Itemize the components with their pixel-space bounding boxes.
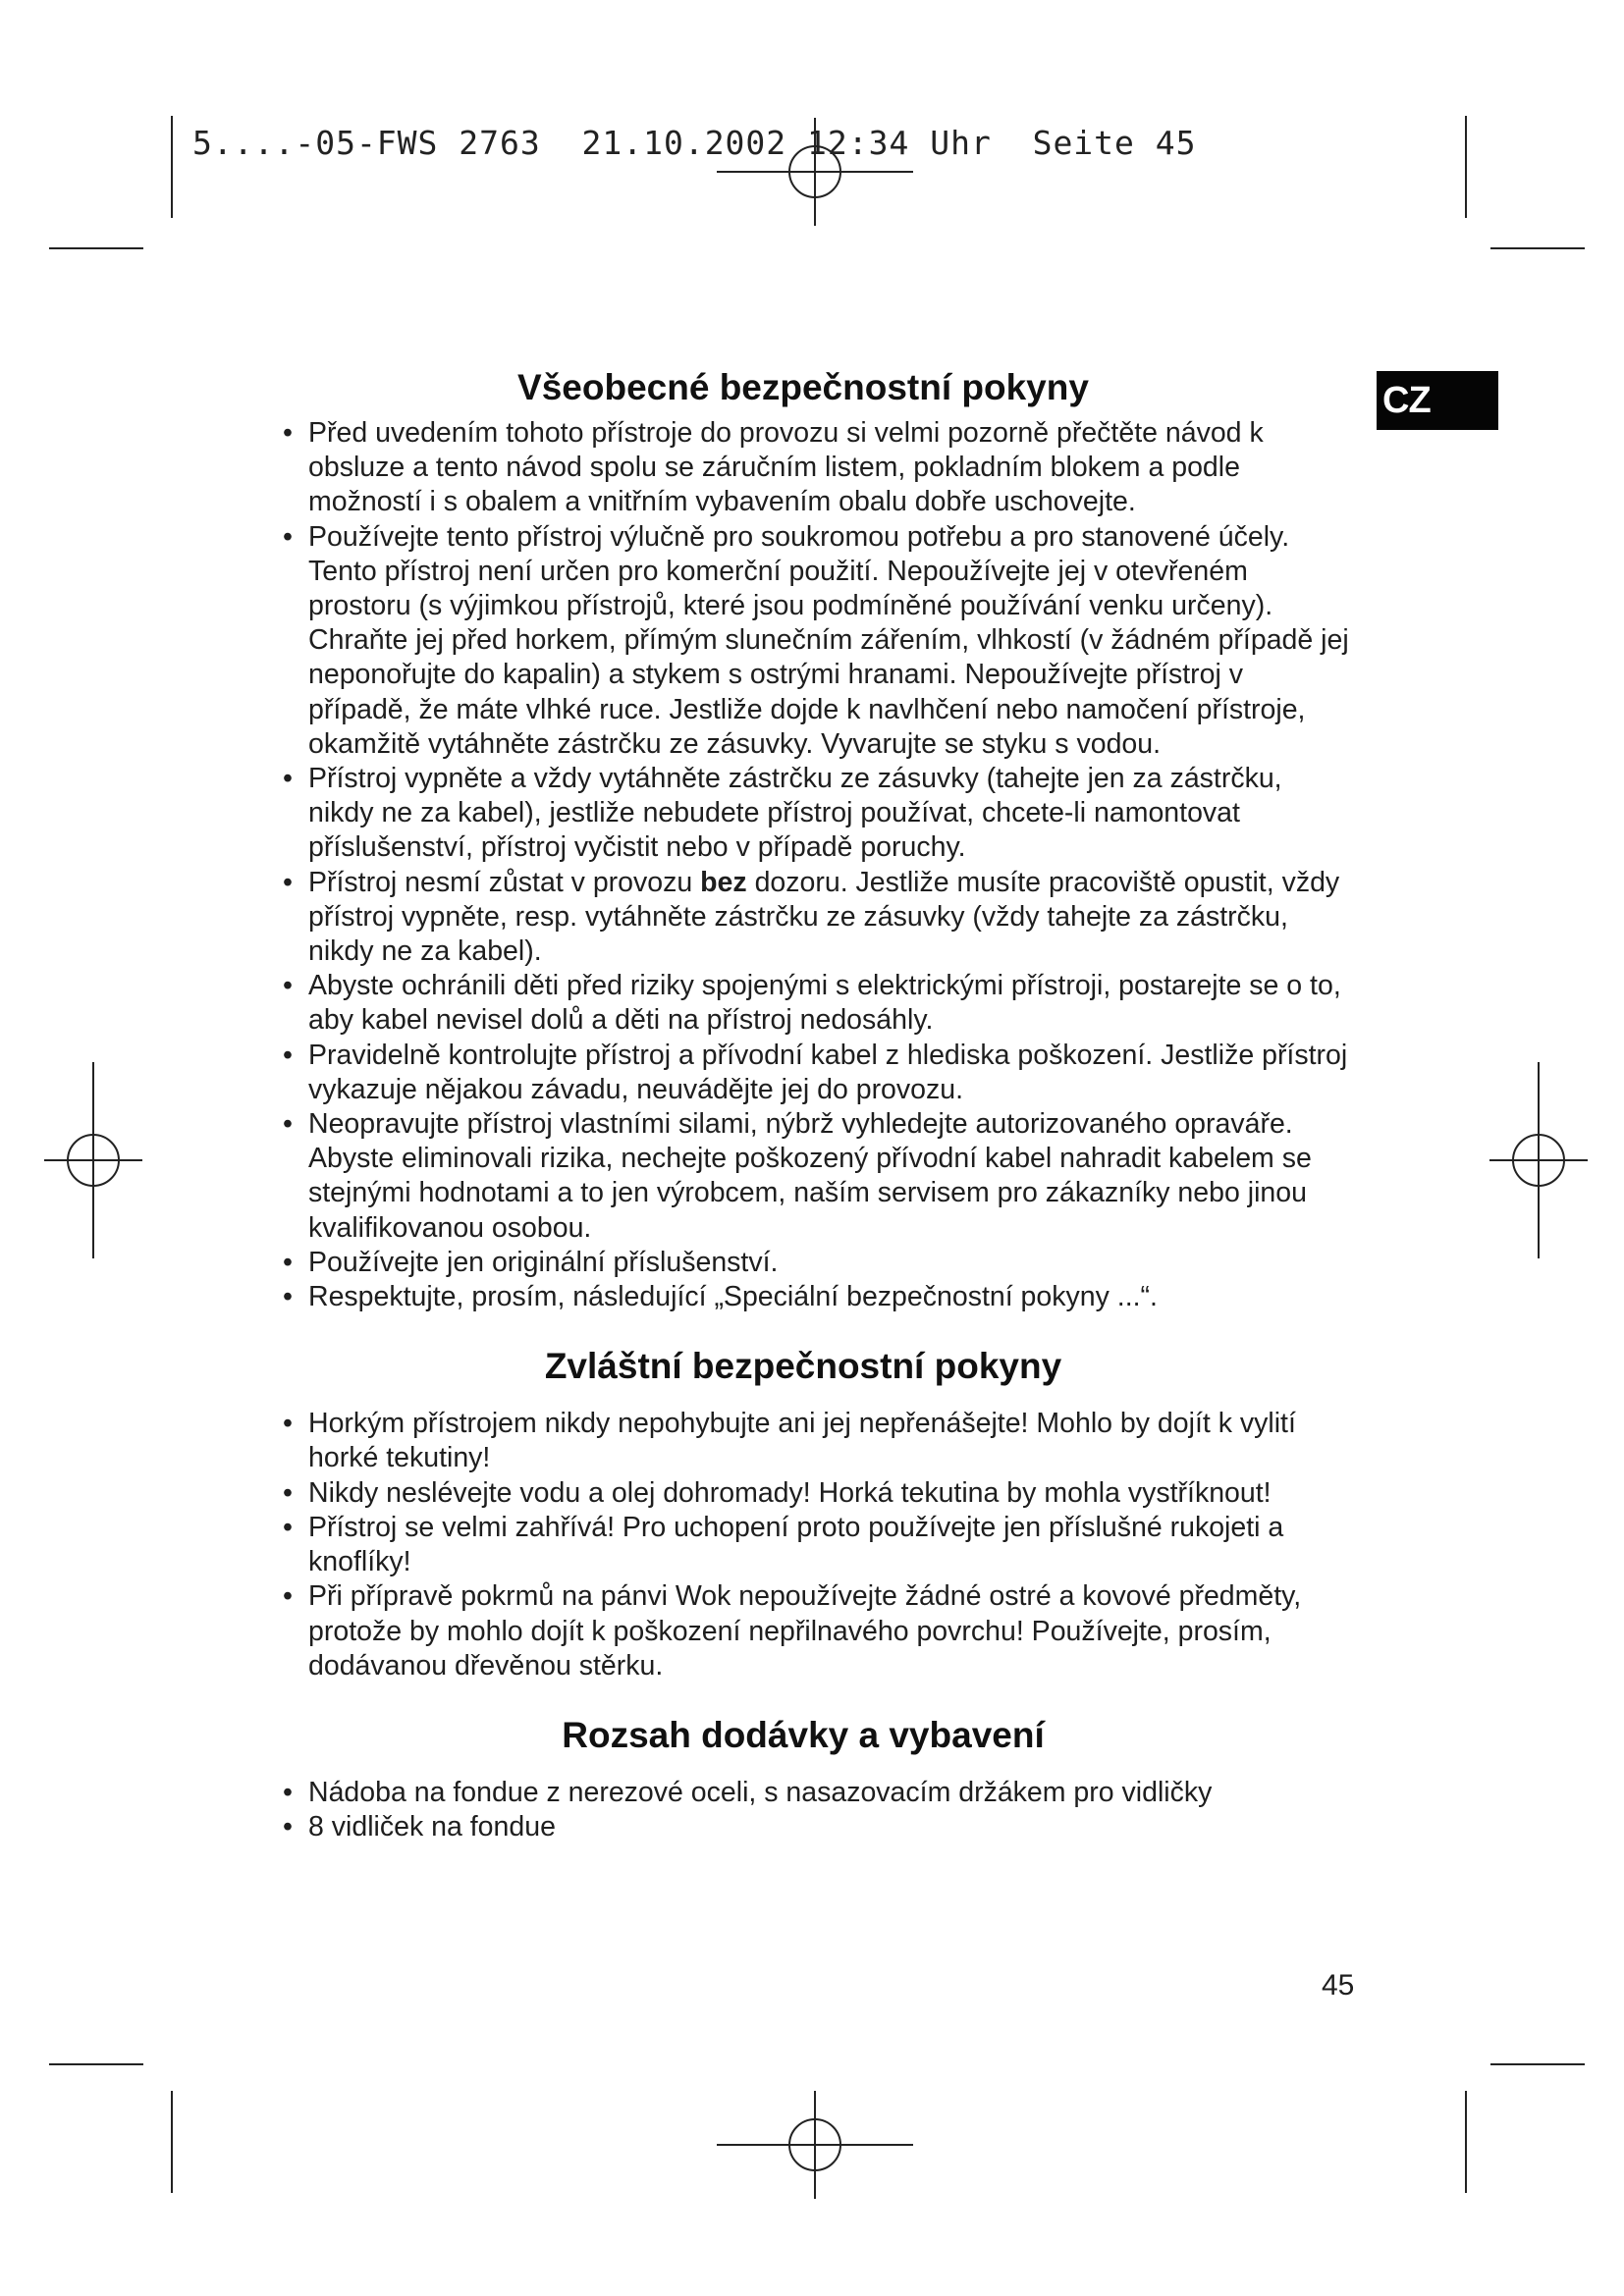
bullet-icon: • xyxy=(283,1776,293,1808)
list-item-text: Pravidelně kontrolujte přístroj a přívodní kabel z hlediska poškození. Jestliže přístroj vykazuje nějakou závadu, neuvádějte jej do provozu. xyxy=(308,1039,1348,1105)
bullet-icon: • xyxy=(283,417,293,449)
print-slug: 5....-05-FWS 2763 21.10.2002 12:34 Uhr Seite 45 xyxy=(192,124,1197,162)
bullet-icon: • xyxy=(283,1108,293,1141)
list-item-text-end: dozoru. Jestliže musíte pracoviště opustit, vždy přístroj vypněte, resp. vytáhněte zástrčku ze zásuvky (vždy tahejte za zástrčku, nikdy ne za kabel). xyxy=(308,866,1340,968)
bullet-icon: • xyxy=(283,970,293,1002)
language-tab: CZ xyxy=(1377,371,1498,430)
registration-mark-left xyxy=(39,1052,147,1268)
list-item-text: Horkým přístrojem nikdy nepohybujte ani jej nepřenášejte! Mohlo by dojít k vylití horké tekutiny! xyxy=(308,1408,1296,1474)
list-item xyxy=(253,1280,1353,1314)
list-item xyxy=(253,416,1353,520)
list-item-text: Respektujte, prosím, následující „Speciální bezpečnostní pokyny ...“. xyxy=(308,1281,1158,1313)
bullet-icon: • xyxy=(283,520,293,553)
bullet-icon: • xyxy=(283,1281,293,1313)
section-title-general-safety: Všeobecné bezpečnostní pokyny xyxy=(517,367,1089,407)
list-item xyxy=(253,1579,1353,1683)
crop-mark-bottom-left-vertical xyxy=(171,2091,173,2193)
page-number: 45 xyxy=(1322,1969,1355,2002)
list-item-text: Abyste ochránili děti před riziky spojenými s elektrickými přístroji, postarejte se o to, aby kabel nevisel dolů a děti na přístroj nedosáhly. xyxy=(308,970,1341,1037)
bullet-icon: • xyxy=(283,1580,293,1613)
emphasis-bez: bez xyxy=(700,866,747,898)
crop-mark-bottom-left-horizontal xyxy=(49,2063,143,2065)
list-item-text: Při přípravě pokrmů na pánvi Wok nepoužívejte žádné ostré a kovové předměty, protože by mohlo dojít k poškození nepřilnavého povrchu! Používejte, prosím, dodávanou dřevěnou stěrku. xyxy=(308,1580,1302,1682)
list-item-text: Neopravujte přístroj vlastními silami, nýbrž vyhledejte autorizovaného opraváře. Abyste eliminovali rizika, nechejte poškozený přívodní kabel nahradit kabelem se stejnými hodnotami a to jen výrobcem, naším servisem pro zákazníky nebo jinou kvalifikovanou osobou. xyxy=(308,1108,1312,1244)
section-title-scope-of-delivery: Rozsah dodávky a vybavení xyxy=(562,1714,1045,1755)
list-item-text: Používejte tento přístroj výlučně pro soukromou potřebu a pro stanovené účely. Tento přístroj není určen pro komerční použití. Nepoužívejte jej v otevřeném prostoru (s výjimkou přístrojů, které jsou podmíněné používání venku určeny). Chraňte jej před horkem, přímým slunečním zářením, vlhkostí (v žádném případě jej neponořujte do kapalin) a stykem s ostrými hranami. Nepoužívejte přístroj v případě, že máte vlhké ruce. Jestliže dojde k navlhčení nebo namočení přístroje, okamžitě vytáhněte zástrčku ze zásuvky. Vyvarujte se styku s vodou. xyxy=(308,520,1349,760)
list-item-text: 8 vidliček na fondue xyxy=(308,1811,556,1843)
crop-mark-top-right-horizontal xyxy=(1490,247,1585,249)
list-item-text: Nádoba na fondue z nerezové oceli, s nasazovacím držákem pro vidličky xyxy=(308,1776,1213,1808)
general-safety-list xyxy=(253,416,1353,1314)
bullet-icon: • xyxy=(283,1408,293,1440)
crop-mark-top-right-vertical xyxy=(1465,116,1467,218)
list-item-text: Přístroj vypněte a vždy vytáhněte zástrčku ze zásuvky (tahejte jen za zástrčku, nikdy ne za kabel), jestliže nebudete přístroj používat, chcete-li namontovat příslušenství, přístroj vyčistit nebo v případě poruchy. xyxy=(308,763,1282,864)
list-item-text-start: Přístroj nesmí zůstat v provozu xyxy=(308,866,701,898)
bullet-icon: • xyxy=(283,1811,293,1843)
list-item xyxy=(253,1246,1353,1280)
list-item xyxy=(253,1511,1353,1579)
bullet-icon: • xyxy=(283,866,293,898)
bullet-icon: • xyxy=(283,1039,293,1071)
list-item xyxy=(253,762,1353,866)
crop-mark-bottom-right-horizontal xyxy=(1490,2063,1585,2065)
list-item xyxy=(253,866,1353,970)
list-item-text: Přístroj se velmi zahřívá! Pro uchopení proto používejte jen příslušné rukojeti a knoflíky! xyxy=(308,1511,1284,1578)
list-item xyxy=(253,520,1353,762)
bullet-icon: • xyxy=(283,1246,293,1278)
bullet-icon: • xyxy=(283,1511,293,1543)
special-safety-list xyxy=(253,1407,1353,1683)
list-item xyxy=(253,1776,1353,1810)
crop-mark-bottom-right-vertical xyxy=(1465,2091,1467,2193)
registration-mark-bottom xyxy=(707,2091,923,2199)
list-item-text: Před uvedením tohoto přístroje do provozu si velmi pozorně přečtěte návod k obsluze a tento návod spolu se záručním listem, pokladním blokem a podle možností i s obalem a vnitřním vybavením obalu dobře uschovejte. xyxy=(308,417,1264,518)
crop-mark-top-left-horizontal xyxy=(49,247,143,249)
registration-mark-right xyxy=(1485,1052,1593,1268)
list-item-text: Používejte jen originální příslušenství. xyxy=(308,1246,779,1278)
list-item xyxy=(253,1039,1353,1107)
list-item xyxy=(253,969,1353,1038)
bullet-icon: • xyxy=(283,763,293,795)
crop-mark-top-left-vertical xyxy=(171,116,173,218)
list-item xyxy=(253,1810,1353,1844)
scope-of-delivery-list xyxy=(253,1776,1353,1844)
list-item xyxy=(253,1476,1353,1511)
list-item xyxy=(253,1107,1353,1246)
list-item xyxy=(253,1407,1353,1475)
bullet-icon: • xyxy=(283,1476,293,1509)
section-title-special-safety: Zvláštní bezpečnostní pokyny xyxy=(544,1346,1062,1387)
main-content xyxy=(253,361,1353,1844)
list-item-text: Nikdy neslévejte vodu a olej dohromady! Horká tekutina by mohla vystříknout! xyxy=(308,1476,1272,1509)
